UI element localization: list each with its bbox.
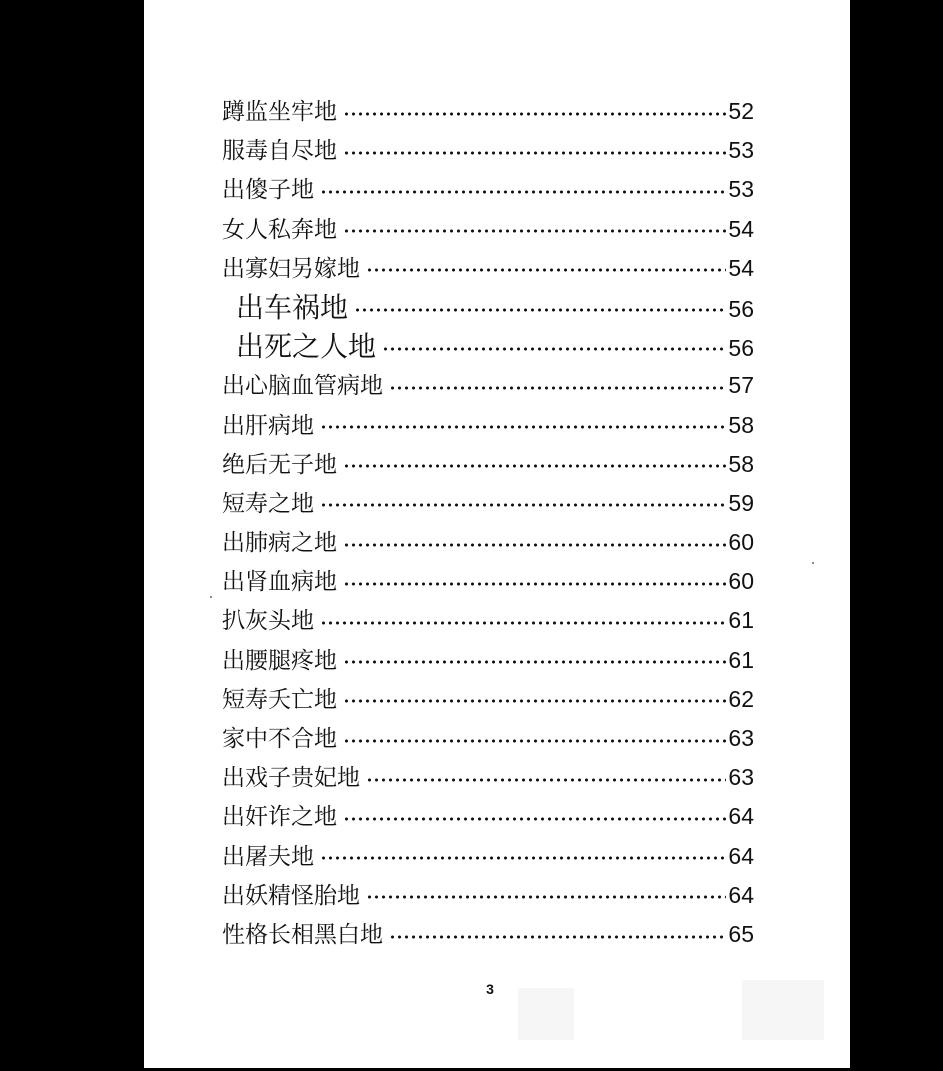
toc-entry-title: 出肝病地 — [222, 412, 314, 439]
toc-entry-page: 54 — [728, 215, 754, 242]
dot-leader — [343, 739, 726, 743]
page-number: 3 — [486, 981, 494, 997]
dot-leader — [320, 425, 726, 429]
toc-entry[interactable] — [222, 601, 754, 640]
toc-entry-page: 53 — [728, 137, 754, 164]
scan-speck — [210, 596, 212, 598]
toc-entry-page: 63 — [728, 725, 754, 751]
dot-leader — [366, 778, 726, 782]
toc-entry-page: 56 — [728, 335, 754, 362]
toc-entry[interactable] — [222, 131, 754, 170]
toc-entry[interactable] — [222, 562, 754, 601]
toc-entry-title: 出肺病之地 — [222, 530, 337, 557]
dot-leader — [343, 151, 726, 155]
toc-entry[interactable] — [222, 366, 754, 405]
toc-entry-page: 54 — [728, 254, 754, 281]
scan-speck — [812, 562, 814, 564]
toc-entry[interactable] — [222, 484, 754, 523]
toc-entry[interactable] — [222, 288, 754, 327]
dot-leader — [343, 582, 726, 586]
toc-entry-title: 性格长相黑白地 — [222, 921, 383, 948]
dot-leader — [366, 895, 726, 899]
dot-leader — [354, 308, 726, 312]
toc-entry-title: 出车祸地 — [236, 290, 349, 324]
toc-entry-title: 服毒自尽地 — [222, 138, 337, 165]
dot-leader — [320, 190, 726, 194]
document-page — [144, 0, 850, 1068]
dot-leader — [366, 268, 726, 272]
toc-entry-title: 扒灰头地 — [222, 608, 314, 635]
toc-entry-title: 出傻子地 — [222, 177, 314, 204]
dot-leader — [389, 935, 726, 939]
dot-leader — [343, 817, 726, 821]
dot-leader — [320, 621, 726, 625]
toc-entry[interactable] — [222, 210, 754, 249]
toc-entry[interactable] — [222, 327, 754, 366]
toc-entry-title: 出戏子贵妃地 — [222, 765, 360, 792]
toc-entry-page: 61 — [728, 607, 754, 634]
toc-entry[interactable] — [222, 797, 754, 836]
toc-entry-page: 58 — [728, 450, 754, 477]
dot-leader — [343, 699, 726, 703]
dot-leader — [343, 543, 726, 547]
toc-entry[interactable] — [222, 915, 754, 954]
toc-entry-page: 65 — [728, 920, 754, 947]
toc-entry[interactable] — [222, 170, 754, 209]
toc-entry[interactable] — [222, 719, 754, 758]
dot-leader — [343, 660, 726, 664]
toc-entry-page: 64 — [728, 803, 754, 830]
dot-leader — [382, 347, 726, 351]
dot-leader — [343, 464, 726, 468]
toc-entry[interactable] — [222, 758, 754, 797]
toc-entry-page: 64 — [728, 881, 754, 908]
toc-entry[interactable] — [222, 406, 754, 445]
toc-entry-page: 64 — [728, 842, 754, 869]
scan-smudge — [742, 980, 824, 1040]
dot-leader — [320, 856, 726, 860]
toc-entry[interactable] — [222, 876, 754, 915]
dot-leader — [389, 386, 726, 390]
toc-entry[interactable] — [222, 837, 754, 876]
toc-entry-title: 出肾血病地 — [222, 569, 337, 596]
toc-entry-page: 60 — [728, 568, 754, 595]
scan-smudge — [518, 988, 574, 1040]
toc-entry-title: 出屠夫地 — [222, 843, 314, 870]
toc-entry-title: 家中不合地 — [222, 726, 337, 752]
toc-entry[interactable] — [222, 680, 754, 719]
toc-entry-page: 60 — [728, 529, 754, 556]
dot-leader — [343, 112, 726, 116]
toc-entry-page: 58 — [728, 411, 754, 438]
toc-entry[interactable] — [222, 445, 754, 484]
toc-entry[interactable] — [222, 523, 754, 562]
toc-entry-page: 53 — [728, 176, 754, 203]
toc-entry-title: 绝后无子地 — [222, 451, 337, 478]
toc-entry[interactable] — [222, 641, 754, 680]
toc-entry[interactable] — [222, 249, 754, 288]
toc-entry-title: 短寿之地 — [222, 490, 314, 517]
toc-entry-title: 出死之人地 — [236, 330, 377, 364]
toc-entry-title: 出寡妇另嫁地 — [222, 255, 360, 282]
toc-entry-title: 蹲监坐牢地 — [222, 99, 337, 125]
toc-entry[interactable] — [222, 92, 754, 131]
toc-entry-page: 59 — [728, 489, 754, 516]
toc-entry-page: 52 — [728, 98, 754, 124]
toc-entry-page: 57 — [728, 372, 754, 399]
toc-entry-page: 63 — [728, 764, 754, 791]
toc-entry-title: 出腰腿疼地 — [222, 647, 337, 674]
toc-entry-page: 56 — [728, 295, 754, 322]
table-of-contents — [222, 92, 754, 954]
dot-leader — [320, 503, 726, 507]
toc-entry-page: 62 — [728, 685, 754, 712]
toc-entry-page: 61 — [728, 646, 754, 673]
toc-entry-title: 女人私奔地 — [222, 216, 337, 243]
toc-entry-title: 短寿夭亡地 — [222, 686, 337, 713]
toc-entry-title: 出心脑血管病地 — [222, 373, 383, 400]
toc-entry-title: 出妖精怪胎地 — [222, 882, 360, 909]
dot-leader — [343, 229, 726, 233]
toc-entry-title: 出奸诈之地 — [222, 804, 337, 831]
